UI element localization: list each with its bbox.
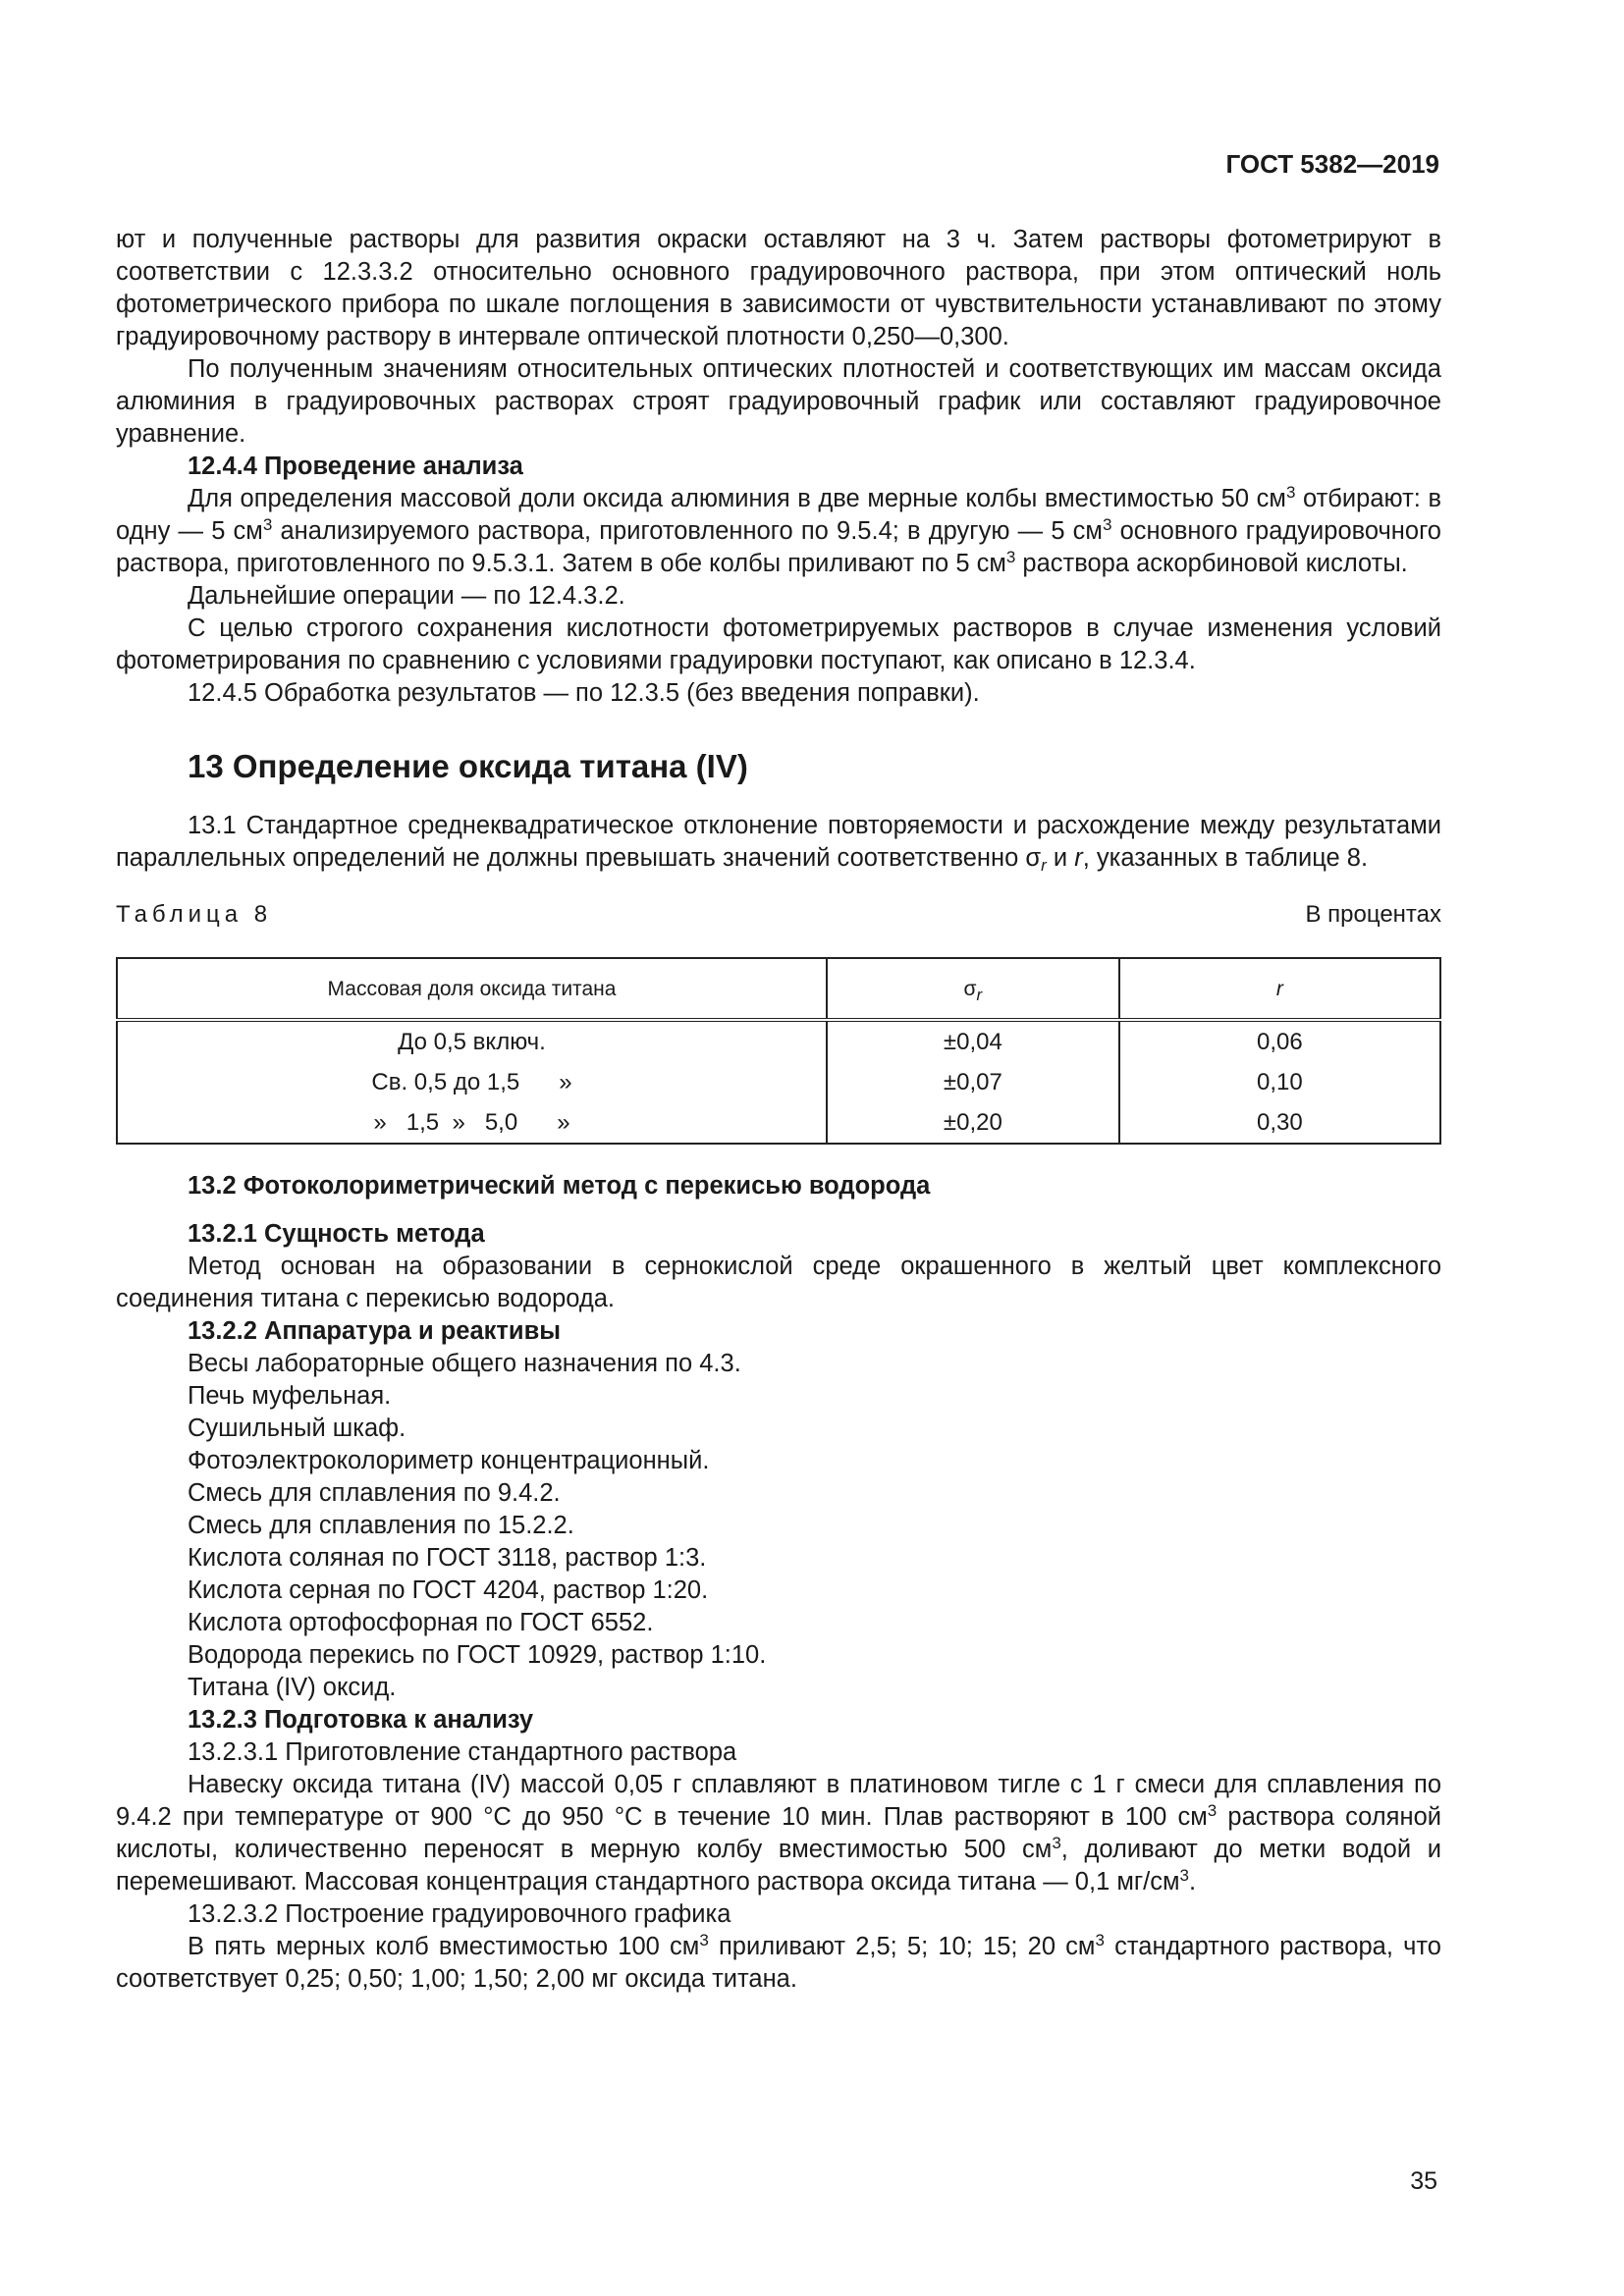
paragraph: Метод основан на образовании в сернокислой среде окрашенного в желтый цвет комплексного соединения титана с перекисью водорода.: [116, 1253, 1441, 1312]
table-cell: ±0,07: [827, 1062, 1119, 1102]
paragraph: ют и полученные растворы для развития окраски оставляют на 3 ч. Затем растворы фотометрируют в соответствии с 12.3.3.2 относительно основного градуировочного раствора, при этом оптический ноль фотометрического прибора по шкале поглощения в зависимости от чувствительности устанавливают по этому градуировочному раствору в интервале оптической плотности 0,250—0,300.: [116, 226, 1441, 350]
table-row: [117, 1102, 1440, 1144]
list-item: Сушильный шкаф.: [188, 1415, 406, 1442]
table-cell: » 1,5 » 5,0 »: [117, 1102, 827, 1144]
page-number: 35: [1410, 2167, 1437, 2195]
table-cell: Св. 0,5 до 1,5 »: [117, 1062, 827, 1102]
paragraph: По полученным значениям относительных оптических плотностей и соответствующих им массам оксида алюминия в градуировочных растворах строят градуировочный график или составляют градуировочное уравнение.: [116, 355, 1441, 448]
table-header-row: [117, 958, 1440, 1020]
table-cell: 0,30: [1119, 1102, 1440, 1144]
table-header-cell: r: [1119, 958, 1440, 1020]
paragraph: 13.1 Стандартное среднеквадратическое отклонение повторяемости и расхождение между результатами параллельных определений не должны превышать значений соответственно $\sigma_r$ и r, указанных в таблице 8.: [116, 812, 1441, 875]
table-row: [117, 1062, 1440, 1102]
paragraph: Навеску оксида титана (IV) массой 0,05 г сплавляют в платиновом тигле с 1 г смеси для сплавления по 9.4.2 при температуре от 900 °С до 950 °С в течение 10 мин. Плав растворяют в 100 $см^3$ раствора соляной кислоты, количественно переносят в мерную колбу вместимостью 500 $см^3$, доливают до метки водой и перемешивают. Массовая концентрация стандартного раствора оксида титана — 0,1 $мг/см^3$.: [116, 1771, 1442, 1896]
table-caption: Таблица 8: [116, 901, 273, 928]
list-item: Кислота ортофосфорная по ГОСТ 6552.: [188, 1609, 654, 1636]
paragraph: 13.2.3.2 Построение градуировочного графика: [188, 1900, 731, 1928]
paragraph: 12.4.5 Обработка результатов — по 12.3.5 (без введения поправки).: [188, 679, 980, 707]
list-item: Смесь для сплавления по 15.2.2.: [188, 1512, 574, 1539]
paragraph: Для определения массовой доли оксида алюминия в две мерные колбы вместимостью 50 $см^3$ отбирают: в одну — 5 $см^3$ анализируемого раствора, приготовленного по 9.5.4; в другую — 5 $см^3$ основного градуировочного раствора, приготовленного по 9.5.3.1. Затем в обе колбы приливают по 5 $см^3$ раствора аскорбиновой кислоты.: [116, 483, 1441, 577]
list-item: Кислота соляная по ГОСТ 3118, раствор 1:3.: [188, 1544, 707, 1572]
list-item: Водорода перекись по ГОСТ 10929, раствор 1:10.: [188, 1641, 767, 1669]
subsection-heading: 13.2.3 Подготовка к анализу: [188, 1706, 534, 1734]
page-body: [116, 224, 1441, 1996]
paragraph: В пять мерных колб вместимостью 100 $см^3$ приливают 2,5; 5; 10; 15; 20 $см^3$ стандартного раствора, что соответствует 0,25; 0,50; 1,00; 1,50; 2,00 мг оксида титана.: [116, 1931, 1441, 1993]
table-caption-row: [116, 900, 1441, 930]
list-item: Титана (IV) оксид.: [188, 1674, 397, 1701]
list-item: Печь муфельная.: [188, 1382, 392, 1410]
table-cell: 0,06: [1119, 1020, 1440, 1062]
data-table: [116, 957, 1441, 1145]
section-title: 13 Определение оксида титана (IV): [188, 748, 748, 784]
table-cell: 0,10: [1119, 1062, 1440, 1102]
table-cell: ±0,04: [827, 1020, 1119, 1062]
table-units: В процентах: [1305, 901, 1441, 928]
table-row: [117, 1020, 1440, 1062]
table-header-cell: Массовая доля оксида титана: [117, 958, 827, 1020]
table-header-cell: $\sigma_r$: [827, 958, 1119, 1020]
subsection-heading: 13.2 Фотоколориметрический метод с перекисью водорода: [188, 1172, 931, 1200]
table-cell: ±0,20: [827, 1102, 1119, 1144]
subsection-heading: 13.2.2 Аппаратура и реактивы: [188, 1317, 562, 1345]
paragraph: 13.2.3.1 Приготовление стандартного раствора: [188, 1738, 737, 1766]
paragraph: Дальнейшие операции — по 12.4.3.2.: [188, 582, 625, 610]
subsection-heading: 12.4.4 Проведение анализа: [188, 453, 523, 480]
subsection-heading: 13.2.1 Сущность метода: [188, 1220, 485, 1248]
list-item: Фотоэлектроколориметр концентрационный.: [188, 1447, 710, 1474]
table-cell: До 0,5 включ.: [117, 1020, 827, 1062]
paragraph: С целью строгого сохранения кислотности фотометрируемых растворов в случае изменения условий фотометрирования по сравнению с условиями градуировки поступают, как описано в 12.3.4.: [116, 614, 1441, 674]
list-item: Кислота серная по ГОСТ 4204, раствор 1:20.: [188, 1576, 709, 1604]
list-item: Весы лабораторные общего назначения по 4.3.: [188, 1350, 741, 1377]
list-item: Смесь для сплавления по 9.4.2.: [188, 1479, 561, 1507]
document-id-header: ГОСТ 5382—2019: [1225, 149, 1439, 179]
